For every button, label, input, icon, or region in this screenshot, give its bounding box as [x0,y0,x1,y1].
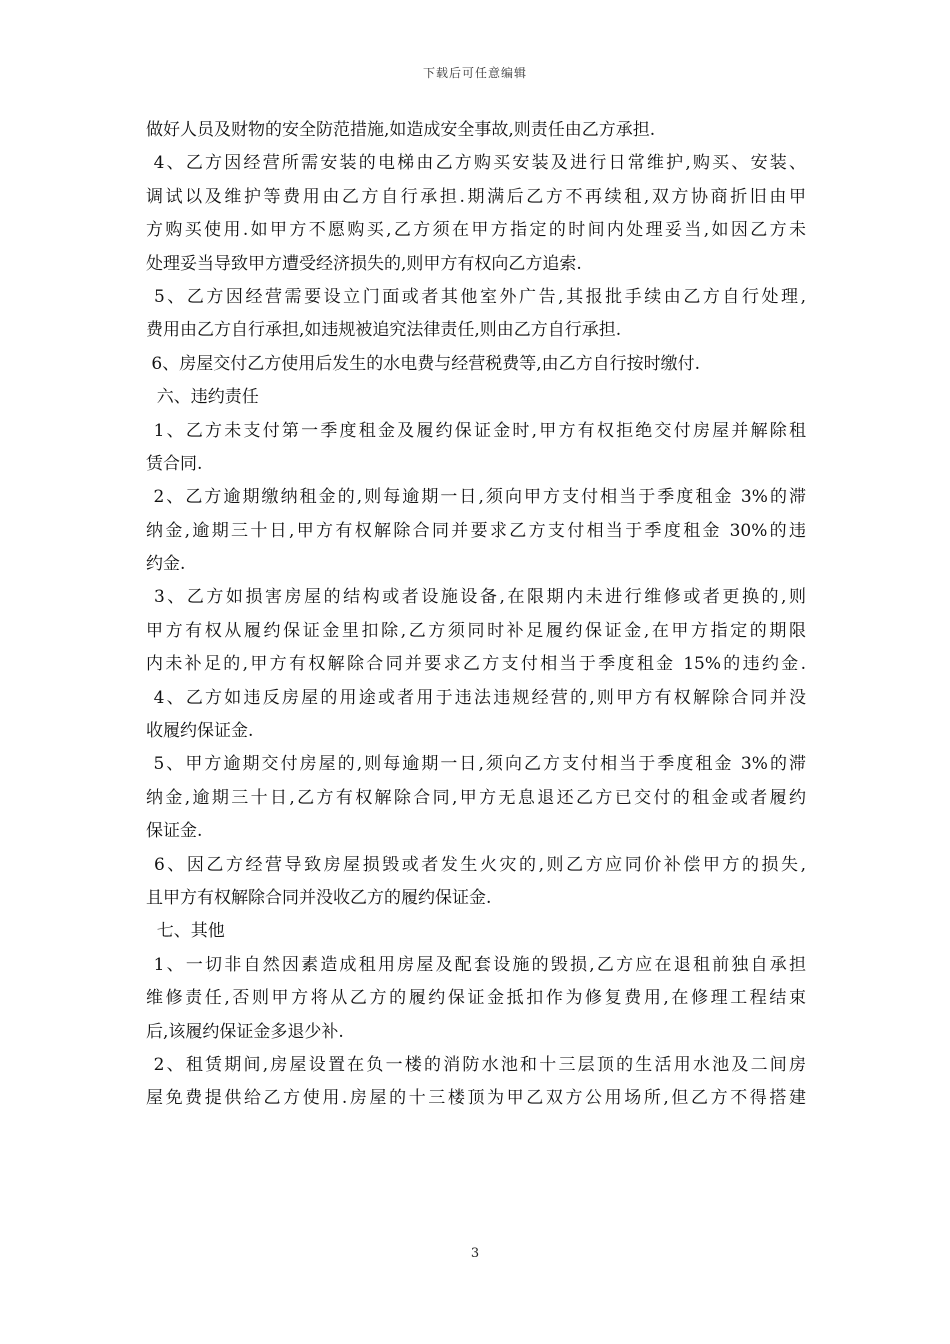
text-line: 且甲方有权解除合同并没收乙方的履约保证金. [146,887,492,908]
text-line: 保证金. [146,821,203,842]
text-line: 1、一切非自然因素造成租用房屋及配套设施的毁损,乙方应在退租前独自承担 [146,954,806,975]
text-line: 后,该履约保证金多退少补. [146,1021,344,1042]
text-line: 3、乙方如损害房屋的结构或者设施设备,在限期内未进行维修或者更换的,则 [146,587,806,608]
text-line: 5、甲方逾期交付房屋的,则每逾期一日,须向乙方支付相当于季度租金 3%的滞 [146,754,806,775]
text-line: 方购买使用.如甲方不愿购买,乙方须在甲方指定的时间内处理妥当,如因乙方未 [146,220,806,241]
text-line: 费用由乙方自行承担,如违规被追究法律责任,则由乙方自行承担. [146,320,622,341]
page-number: 3 [470,1246,480,1261]
text-line: 调试以及维护等费用由乙方自行承担.期满后乙方不再续租,双方协商折旧由甲 [146,186,806,207]
text-line: 5、乙方因经营需要设立门面或者其他室外广告,其报批手续由乙方自行处理, [146,286,806,307]
document-body [146,114,806,1116]
text-line: 1、乙方未支付第一季度租金及履约保证金时,甲方有权拒绝交付房屋并解除租 [146,420,806,441]
text-line: 内未补足的,甲方有权解除合同并要求乙方支付相当于季度租金 15%的违约金. [146,654,806,675]
text-line: 纳金,逾期三十日,甲方有权解除合同并要求乙方支付相当于季度租金 30%的违 [146,520,806,541]
text-line: 赁合同. [146,453,203,474]
page-header: 下载后可任意编辑 [422,66,527,80]
text-line: 约金. [146,554,186,575]
text-line: 做好人员及财物的安全防范措施,如造成安全事故,则责任由乙方承担. [146,120,656,140]
text-line: 2、租赁期间,房屋设置在负一楼的消防水池和十三层顶的生活用水池及二间房 [146,1054,806,1075]
text-line: 2、乙方逾期缴纳租金的,则每逾期一日,须向甲方支付相当于季度租金 3%的滞 [146,487,806,508]
text-line: 收履约保证金. [146,721,254,742]
text-line: 屋免费提供给乙方使用.房屋的十三楼顶为甲乙双方公用场所,但乙方不得搭建 [146,1088,806,1109]
text-line: 甲方有权从履约保证金里扣除,乙方须同时补足履约保证金,在甲方指定的期限 [146,620,806,641]
text-line: 六、违约责任 [146,387,259,408]
text-line: 6、房屋交付乙方使用后发生的水电费与经营税费等,由乙方自行按时缴付. [146,353,701,374]
text-line: 纳金,逾期三十日,乙方有权解除合同,甲方无息退还乙方已交付的租金或者履约 [146,787,806,808]
text-line: 4、乙方因经营所需安装的电梯由乙方购买安装及进行日常维护,购买、安装、 [146,153,806,174]
text-line: 6、因乙方经营导致房屋损毁或者发生火灾的,则乙方应同价补偿甲方的损失, [146,854,806,875]
text-line: 维修责任,否则甲方将从乙方的履约保证金抵扣作为修复费用,在修理工程结束 [146,988,806,1009]
text-line: 处理妥当导致甲方遭受经济损失的,则甲方有权向乙方追索. [146,253,582,274]
text-line: 4、乙方如违反房屋的用途或者用于违法违规经营的,则甲方有权解除合同并没 [146,687,806,708]
text-line: 七、其他 [146,921,225,942]
